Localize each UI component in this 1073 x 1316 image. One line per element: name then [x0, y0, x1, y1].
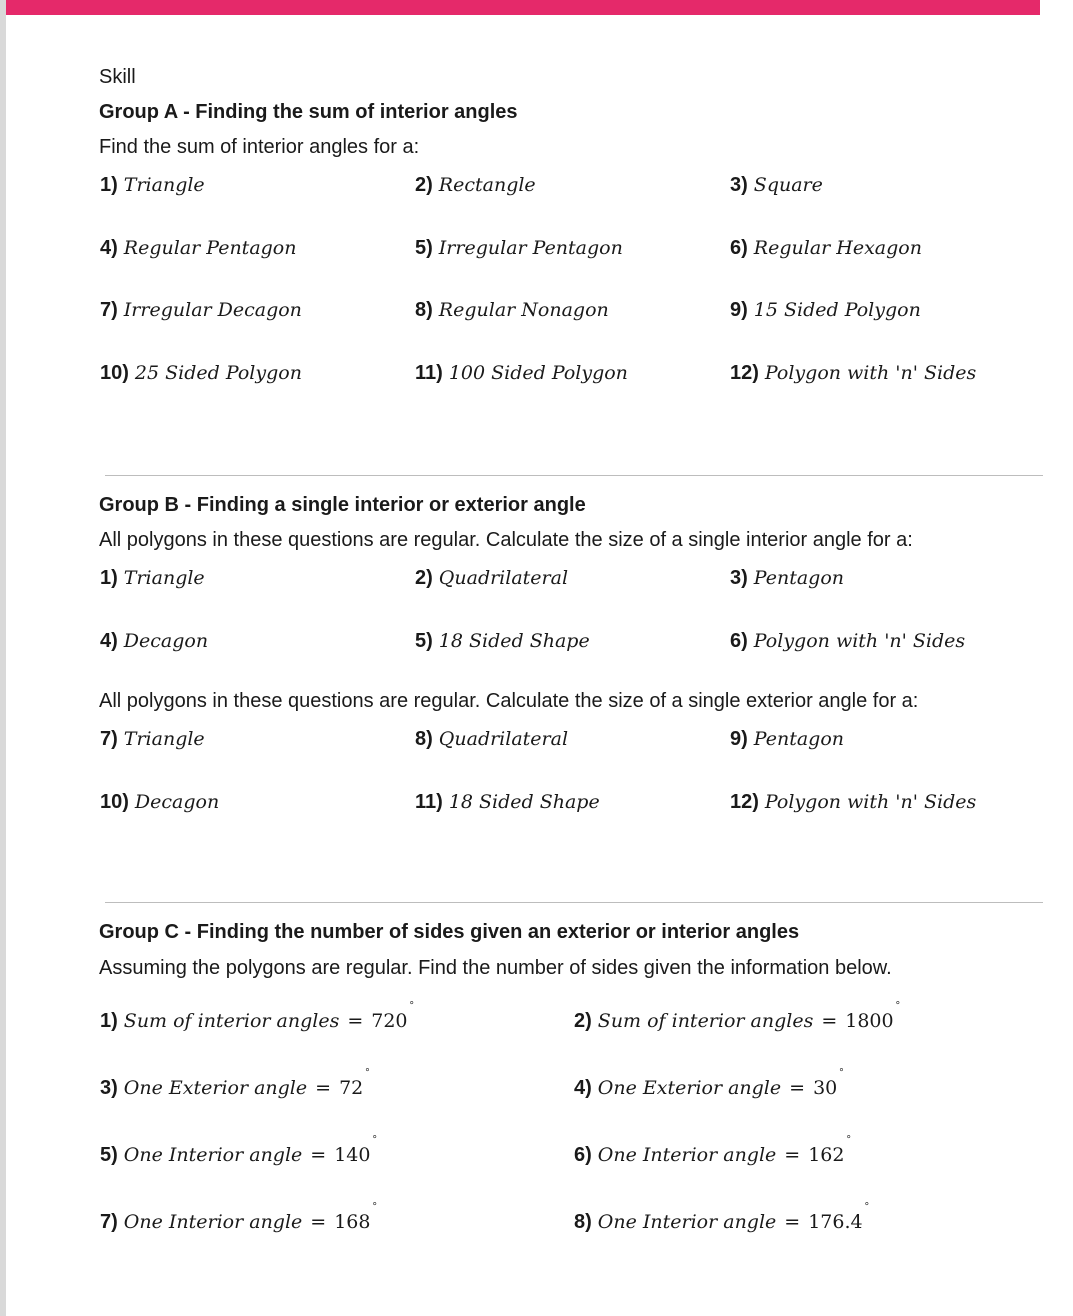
question-item [730, 362, 976, 385]
question-number: 2) [574, 1010, 592, 1032]
question-number: 2) [415, 567, 433, 589]
question-number: 12) [730, 362, 759, 384]
question-text: Rectangle [438, 174, 536, 196]
group-c-title: Group C - Finding the number of sides given an exterior or interior angles [99, 921, 800, 943]
equals-sign: = [310, 1211, 327, 1233]
equals-sign: = [315, 1077, 332, 1099]
question-number: 7) [100, 728, 118, 750]
question-text: Polygon with 'n' Sides [764, 791, 977, 813]
question-text: Pentagon [753, 567, 845, 589]
angle-value: 72 [339, 1077, 364, 1099]
question-text: Regular Hexagon [753, 237, 922, 259]
question-item [730, 567, 844, 590]
question-item [574, 1201, 869, 1234]
question-item [100, 299, 302, 322]
question-number: 1) [100, 174, 118, 196]
question-number: 12) [730, 791, 759, 813]
question-item [100, 1201, 377, 1234]
question-number: 1) [100, 567, 118, 589]
question-item [574, 1067, 844, 1100]
question-item [415, 791, 600, 814]
equals-sign: = [347, 1010, 364, 1032]
question-item [730, 630, 965, 653]
group-c-instruction: Assuming the polygons are regular. Find the number of sides given the information below. [99, 957, 892, 979]
question-item [415, 630, 590, 653]
question-item [574, 1134, 851, 1167]
question-text: 15 Sided Polygon [753, 299, 921, 321]
question-item [415, 237, 623, 260]
question-text: Quadrilateral [438, 567, 569, 589]
question-item [100, 1134, 377, 1167]
question-number: 2) [415, 174, 433, 196]
question-number: 7) [100, 1211, 118, 1233]
degree-symbol: ° [365, 1067, 370, 1079]
group-a-instruction: Find the sum of interior angles for a: [99, 136, 420, 158]
question-number: 6) [574, 1144, 592, 1166]
question-text: One Interior angle [597, 1211, 777, 1233]
question-text: Regular Pentagon [123, 237, 297, 259]
question-number: 11) [415, 362, 443, 384]
question-number: 5) [415, 237, 433, 259]
question-number: 8) [415, 299, 433, 321]
question-item [415, 174, 536, 197]
question-text: 18 Sided Shape [438, 630, 590, 652]
question-number: 10) [100, 362, 129, 384]
question-text: One Interior angle [597, 1144, 777, 1166]
question-item [100, 362, 302, 385]
question-number: 6) [730, 630, 748, 652]
question-item [100, 237, 297, 260]
question-text: Decagon [134, 791, 220, 813]
degree-symbol: ° [372, 1134, 377, 1146]
question-item [100, 728, 205, 751]
group-b-exterior-instruction: All polygons in these questions are regular. Calculate the size of a single exterior angle for a: [99, 690, 919, 712]
question-number: 5) [100, 1144, 118, 1166]
equals-sign: = [784, 1144, 801, 1166]
question-text: Polygon with 'n' Sides [764, 362, 977, 384]
question-text: Quadrilateral [438, 728, 569, 750]
question-text: Sum of interior angles [597, 1010, 814, 1032]
question-number: 5) [415, 630, 433, 652]
angle-value: 1800 [845, 1010, 894, 1032]
question-text: Triangle [123, 567, 205, 589]
question-number: 3) [730, 174, 748, 196]
divider [105, 475, 1043, 476]
degree-symbol: ° [372, 1201, 377, 1213]
question-number: 3) [730, 567, 748, 589]
question-text: 25 Sided Polygon [134, 362, 302, 384]
question-item [100, 567, 205, 590]
question-item [730, 299, 921, 322]
question-number: 4) [100, 237, 118, 259]
question-text: Pentagon [753, 728, 845, 750]
question-number: 11) [415, 791, 443, 813]
question-number: 3) [100, 1077, 118, 1099]
header-accent-bar [6, 0, 1040, 15]
group-b-interior-instruction: All polygons in these questions are regular. Calculate the size of a single interior angle for a: [99, 529, 913, 551]
degree-symbol: ° [846, 1134, 851, 1146]
angle-value: 162 [808, 1144, 845, 1166]
angle-value: 176.4 [808, 1211, 863, 1233]
question-text: Square [753, 174, 823, 196]
question-item [100, 1000, 414, 1033]
divider [105, 902, 1043, 903]
question-item [730, 174, 823, 197]
skill-label: Skill [99, 66, 136, 88]
question-number: 4) [574, 1077, 592, 1099]
degree-symbol: ° [839, 1067, 844, 1079]
question-text: Decagon [123, 630, 209, 652]
question-text: Triangle [123, 728, 205, 750]
question-text: 18 Sided Shape [448, 791, 600, 813]
group-a-title: Group A - Finding the sum of interior angles [99, 101, 518, 123]
question-text: Triangle [123, 174, 205, 196]
question-number: 6) [730, 237, 748, 259]
question-text: One Exterior angle [123, 1077, 308, 1099]
question-number: 10) [100, 791, 129, 813]
question-number: 9) [730, 728, 748, 750]
question-item [415, 567, 568, 590]
question-text: Sum of interior angles [123, 1010, 340, 1032]
question-item [415, 362, 628, 385]
question-number: 7) [100, 299, 118, 321]
question-item [574, 1000, 900, 1033]
question-item [100, 1067, 370, 1100]
question-number: 4) [100, 630, 118, 652]
equals-sign: = [789, 1077, 806, 1099]
equals-sign: = [310, 1144, 327, 1166]
question-item [415, 728, 568, 751]
question-item [100, 630, 208, 653]
angle-value: 720 [371, 1010, 408, 1032]
degree-symbol: ° [864, 1201, 870, 1213]
question-text: Irregular Pentagon [438, 237, 623, 259]
question-number: 8) [574, 1211, 592, 1233]
question-text: One Interior angle [123, 1211, 303, 1233]
angle-value: 168 [334, 1211, 371, 1233]
equals-sign: = [784, 1211, 801, 1233]
question-text: Irregular Decagon [123, 299, 302, 321]
question-text: One Interior angle [123, 1144, 303, 1166]
question-item [100, 791, 219, 814]
question-item [730, 791, 976, 814]
question-number: 9) [730, 299, 748, 321]
question-text: Regular Nonagon [438, 299, 609, 321]
question-number: 8) [415, 728, 433, 750]
angle-value: 30 [813, 1077, 838, 1099]
question-text: 100 Sided Polygon [448, 362, 628, 384]
degree-symbol: ° [409, 1000, 414, 1012]
question-text: One Exterior angle [597, 1077, 782, 1099]
angle-value: 140 [334, 1144, 371, 1166]
group-b-title: Group B - Finding a single interior or exterior angle [99, 494, 586, 516]
page-edge [0, 0, 6, 1316]
question-item [730, 728, 844, 751]
question-item [100, 174, 205, 197]
question-text: Polygon with 'n' Sides [753, 630, 966, 652]
question-item [730, 237, 922, 260]
degree-symbol: ° [895, 1000, 901, 1012]
question-number: 1) [100, 1010, 118, 1032]
question-item [415, 299, 609, 322]
equals-sign: = [821, 1010, 838, 1032]
